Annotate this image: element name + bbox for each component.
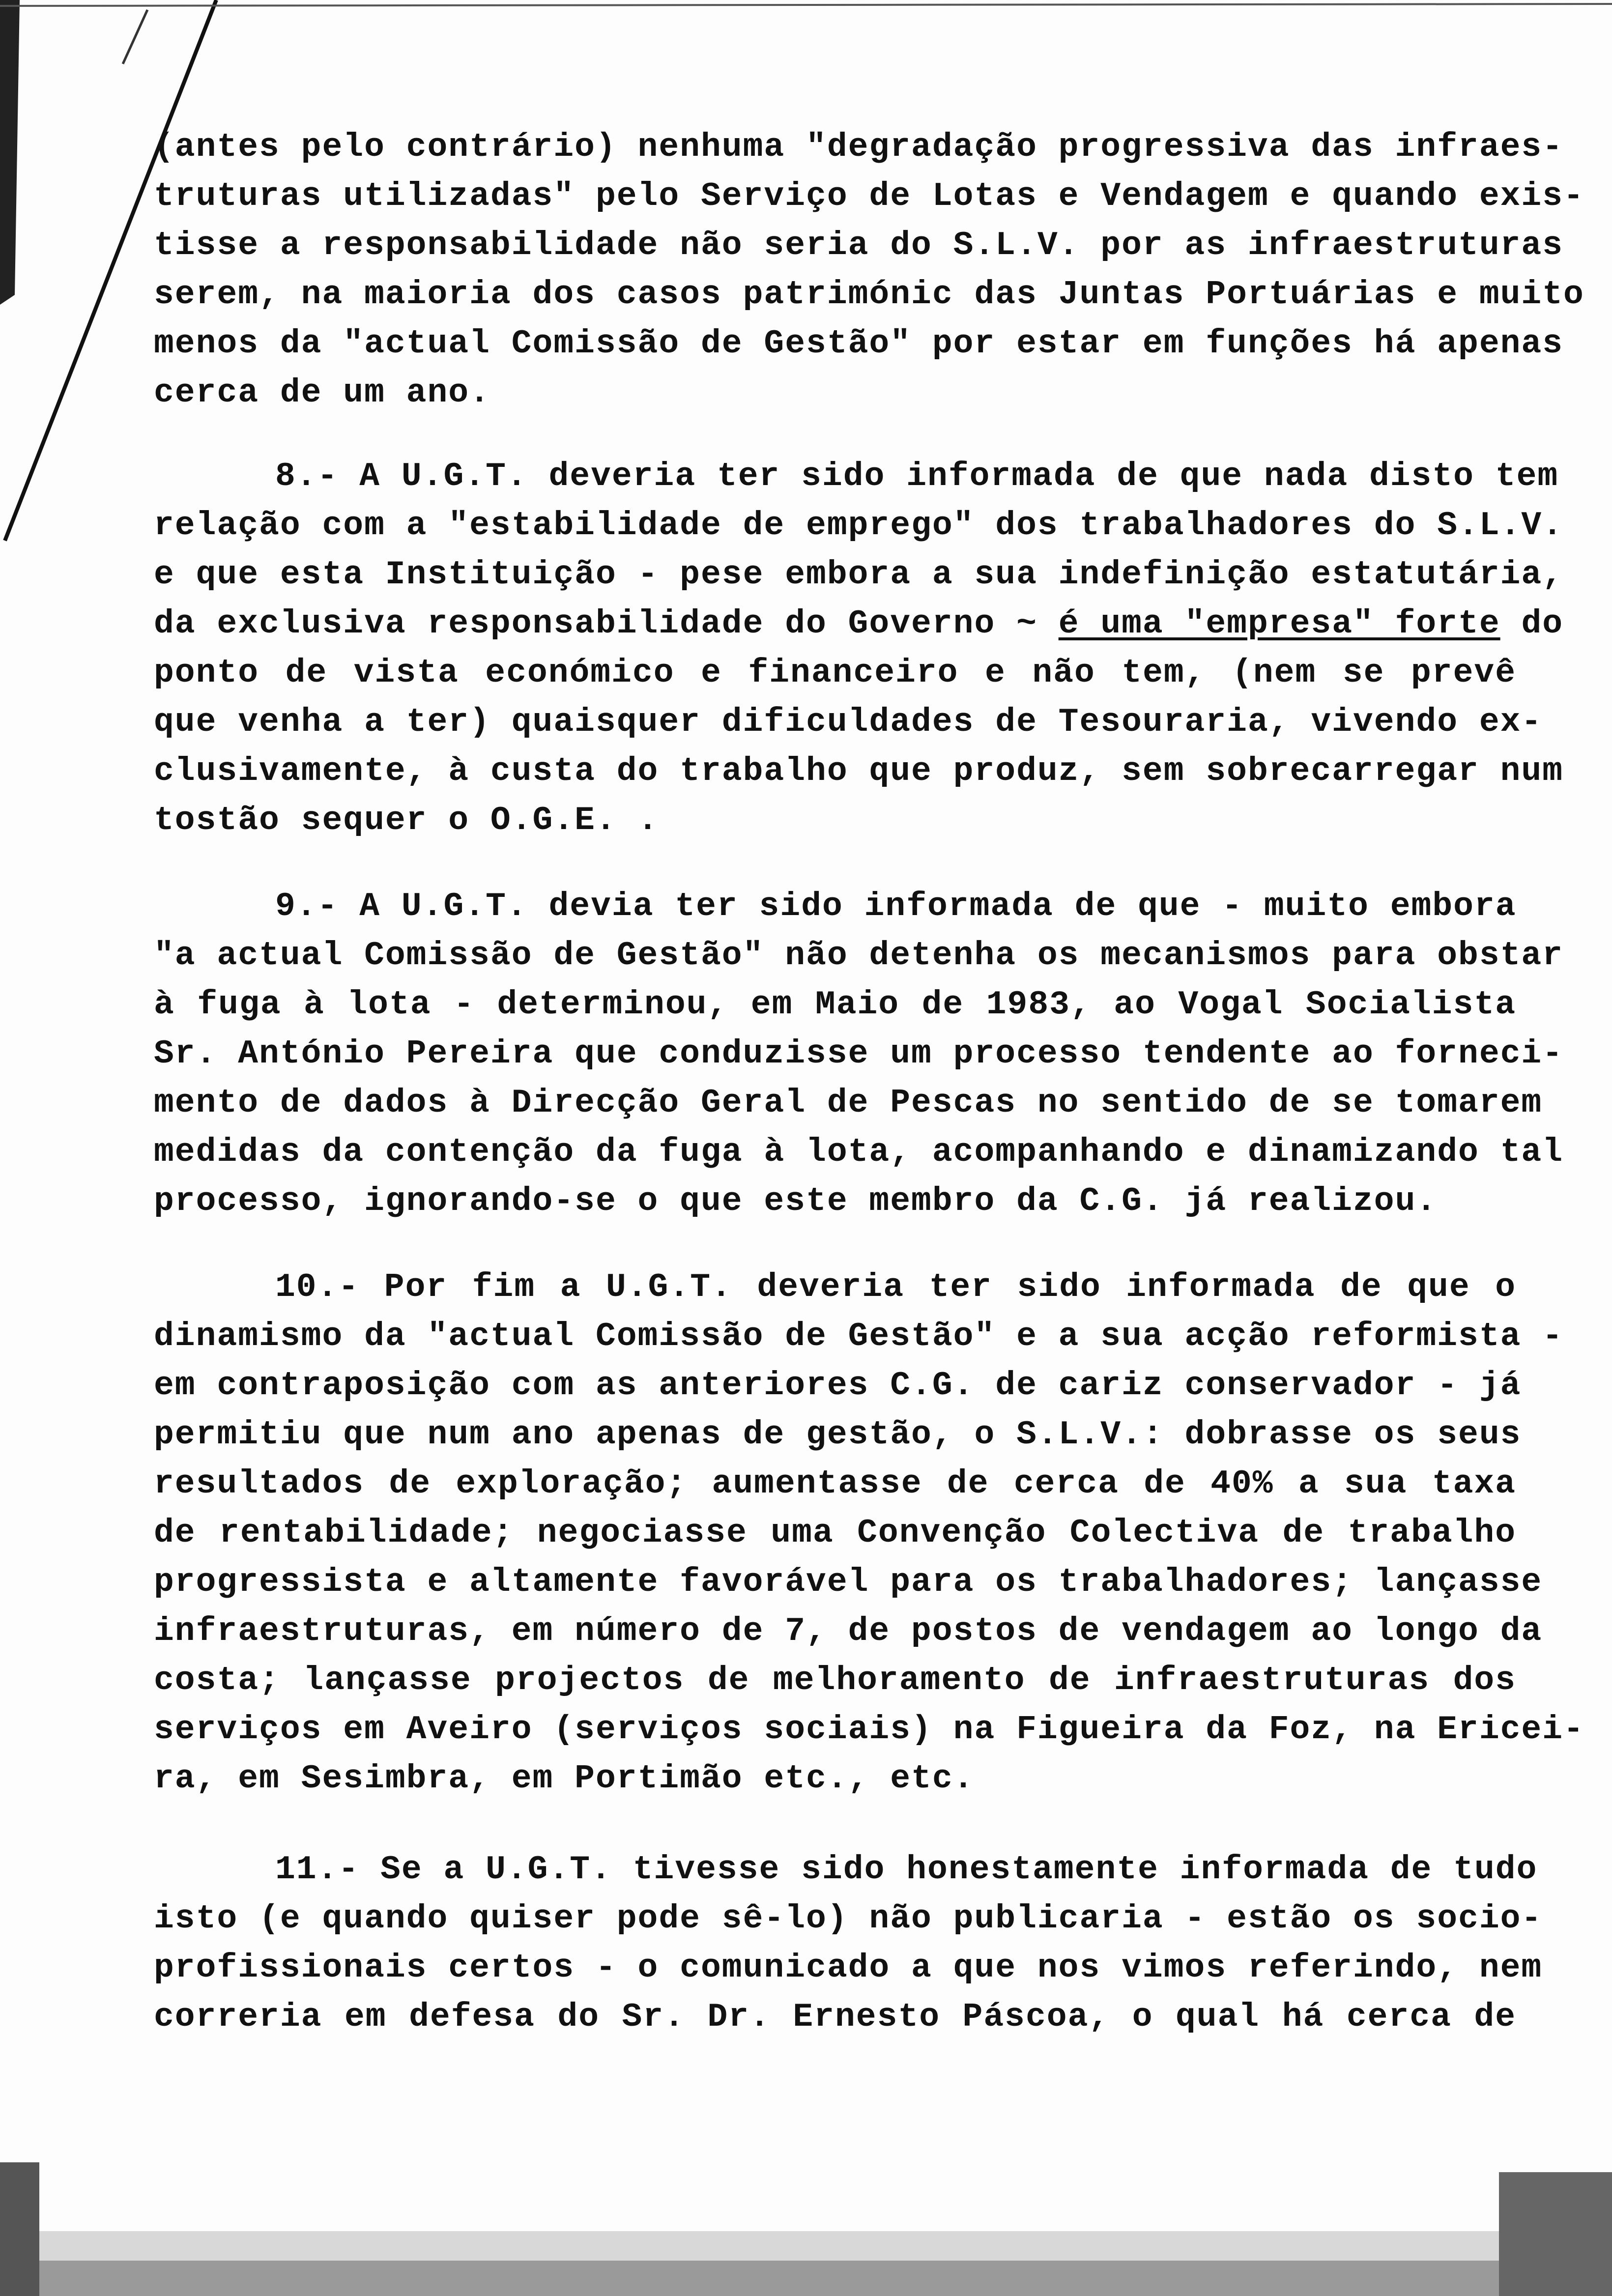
paragraph-8 xyxy=(154,452,1564,845)
paragraph-10 xyxy=(154,1263,1584,1804)
text-line: truturas utilizadas" pelo Serviço de Lotas e Vendagem e quando exis- xyxy=(154,177,1584,215)
text-line: ponto de vista económico e financeiro e não tem, (nem se prevê xyxy=(154,654,1516,692)
text-line: Sr. António Pereira que conduzisse um processo tendente ao forneci- xyxy=(154,1035,1564,1073)
text-line: costa; lançasse projectos de melhoramento de infraestruturas dos xyxy=(154,1662,1516,1699)
text-line: "a actual Comissão de Gestão" não detenha os mecanismos para obstar xyxy=(154,937,1564,975)
text-line: infraestruturas, em número de 7, de postos de vendagem ao longo da xyxy=(154,1612,1543,1650)
text-line: relação com a "estabilidade de emprego" dos trabalhadores do S.L.V. xyxy=(154,507,1564,545)
text-line: isto (e quando quiser pode sê-lo) não publicaria - estão os socio- xyxy=(154,1900,1543,1938)
underlined-text: é uma "empresa" forte xyxy=(1058,605,1500,643)
text-line: tisse a responsabilidade não seria do S.L.V. por as infraestruturas xyxy=(154,227,1564,264)
text-line: cerca de um ano. xyxy=(154,374,490,412)
text-line: clusivamente, à custa do trabalho que produz, sem sobrecarregar num xyxy=(154,752,1564,790)
text-line: tostão sequer o O.G.E. . xyxy=(154,802,659,839)
text-line: que venha a ter) quaisquer dificuldades de Tesouraria, vivendo ex- xyxy=(154,703,1543,741)
text-line: ra, em Sesimbra, em Portimão etc., etc. xyxy=(154,1760,975,1798)
text-line: serviços em Aveiro (serviços sociais) na Figueira da Foz, na Ericei- xyxy=(154,1711,1584,1749)
text-segment: da exclusiva responsabilidade do Governo ~ xyxy=(154,605,1037,643)
text-line: correria em defesa do Sr. Dr. Ernesto Páscoa, o qual há cerca de xyxy=(154,1998,1516,2036)
text-line: medidas da contenção da fuga à lota, acompanhando e dinamizando tal xyxy=(154,1133,1564,1171)
text-line: serem, na maioria dos casos patrimónic das Juntas Portuárias e muito xyxy=(154,276,1584,314)
text-line: mento de dados à Direcção Geral de Pescas no sentido de se tomarem xyxy=(154,1084,1543,1122)
text-line: 10.- Por fim a U.G.T. deveria ter sido informada de que o xyxy=(275,1268,1516,1306)
text-line: dinamismo da "actual Comissão de Gestão" e a sua acção reformista - xyxy=(154,1318,1564,1355)
text-line: em contraposição com as anteriores C.G. de cariz conservador - já xyxy=(154,1367,1522,1405)
text-line: menos da "actual Comissão de Gestão" por estar em funções há apenas xyxy=(154,325,1564,363)
text-line: à fuga à lota - determinou, em Maio de 1983, ao Vogal Socialista xyxy=(154,986,1516,1024)
paragraph-9 xyxy=(154,882,1564,1226)
text-segment: do xyxy=(1521,605,1564,643)
text-line: (antes pelo contrário) nenhuma "degradação progressiva das infraes- xyxy=(154,128,1564,166)
text-line: resultados de exploração; aumentasse de cerca de 40% a sua taxa xyxy=(154,1465,1516,1503)
text-line: 8.- A U.G.T. deveria ter sido informada de que nada disto tem xyxy=(275,458,1559,495)
text-line: e que esta Instituição - pese embora a sua indefinição estatutária, xyxy=(154,556,1564,594)
text-line: progressista e altamente favorável para os trabalhadores; lançasse xyxy=(154,1563,1543,1601)
paragraph-continuation xyxy=(154,123,1584,418)
text-line: profissionais certos - o comunicado a que nos vimos referindo, nem xyxy=(154,1949,1543,1987)
text-line: processo, ignorando-se o que este membro da C.G. já realizou. xyxy=(154,1182,1438,1220)
text-line: 9.- A U.G.T. devia ter sido informada de que - muito embora xyxy=(275,888,1517,925)
text-line: 11.- Se a U.G.T. tivesse sido honestamente informada de tudo xyxy=(275,1851,1538,1889)
text-line: de rentabilidade; negociasse uma Convenção Colectiva de trabalho xyxy=(154,1514,1516,1552)
text-line xyxy=(154,600,1564,649)
text-line: permitiu que num ano apenas de gestão, o S.L.V.: dobrasse os seus xyxy=(154,1416,1522,1454)
paragraph-11 xyxy=(154,1845,1543,2042)
